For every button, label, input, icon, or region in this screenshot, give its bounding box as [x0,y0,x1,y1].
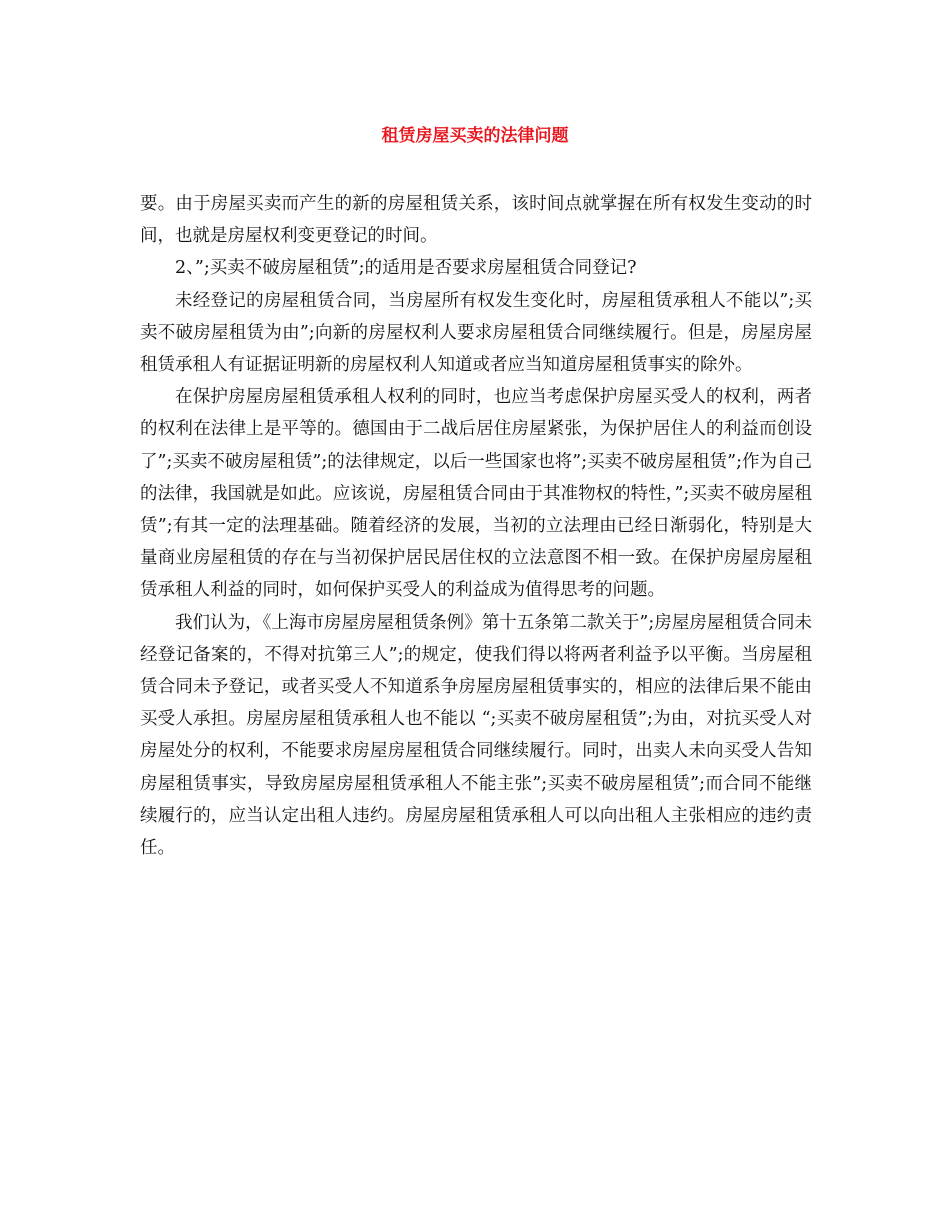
paragraph-buyer-rights: 在保护房屋房屋租赁承租人权利的同时，也应当考虑保护房屋买受人的权利，两者的权利在法律上是平等的。德国由于二战后居住房屋紧张，为保护居住人的利益而创设了”;买卖不破房屋租赁”;的法律规定，以后一些国家也将”;买卖不破房屋租赁”;作为自己的法律，我国就是如此。应该说，房屋租赁合同由于其准物权的特性，”;买卖不破房屋租赁”;有其一定的法理基础。随着经济的发展，当初的立法理由已经日渐弱化，特别是大量商业房屋租赁的存在与当初保护居民居住权的立法意图不相一致。在保护房屋房屋租赁承租人利益的同时，如何保护买受人的利益成为值得思考的问题。 [140,387,812,601]
paragraph-unregistered-contract: 未经登记的房屋租赁合同，当房屋所有权发生变化时，房屋租赁承租人不能以”;买卖不破房屋租赁为由”;向新的房屋权利人要求房屋租赁合同继续履行。但是，房屋房屋租赁承租人有证据证明新的房屋权利人知道或者应当知道房屋租赁事实的除外。 [140,290,812,376]
document-body [140,188,812,864]
paragraph-continuation: 要。由于房屋买卖而产生的新的房屋租赁关系，该时间点就掌握在所有权发生变动的时间，也就是房屋权利变更登记的时间。 [140,194,812,247]
paragraph-shanghai-regulation: 我们认为，《上海市房屋房屋租赁条例》第十五条第二款关于”;房屋房屋租赁合同未经登记备案的，不得对抗第三人”;的规定，使我们得以将两者利益予以平衡。当房屋租赁合同未予登记，或者买受人不知道系争房屋房屋租赁事实的，相应的法律后果不能由买受人承担。房屋房屋租赁承租人也不能以 “;买卖不破房屋租赁”;为由，对抗买受人对房屋处分的权利，不能要求房屋房屋租赁合同继续履行。同时，出卖人未向买受人告知房屋租赁事实，导致房屋房屋租赁承租人不能主张”;买卖不破房屋租赁”;而合同不能继续履行的，应当认定出租人违约。房屋房屋租赁承租人可以向出租人主张相应的违约责任。 [140,612,812,859]
paragraph-question-heading: 2、”;买卖不破房屋租赁”;的适用是否要求房屋租赁合同登记? [175,258,637,279]
document-title: 租赁房屋买卖的法律问题 [381,126,569,146]
